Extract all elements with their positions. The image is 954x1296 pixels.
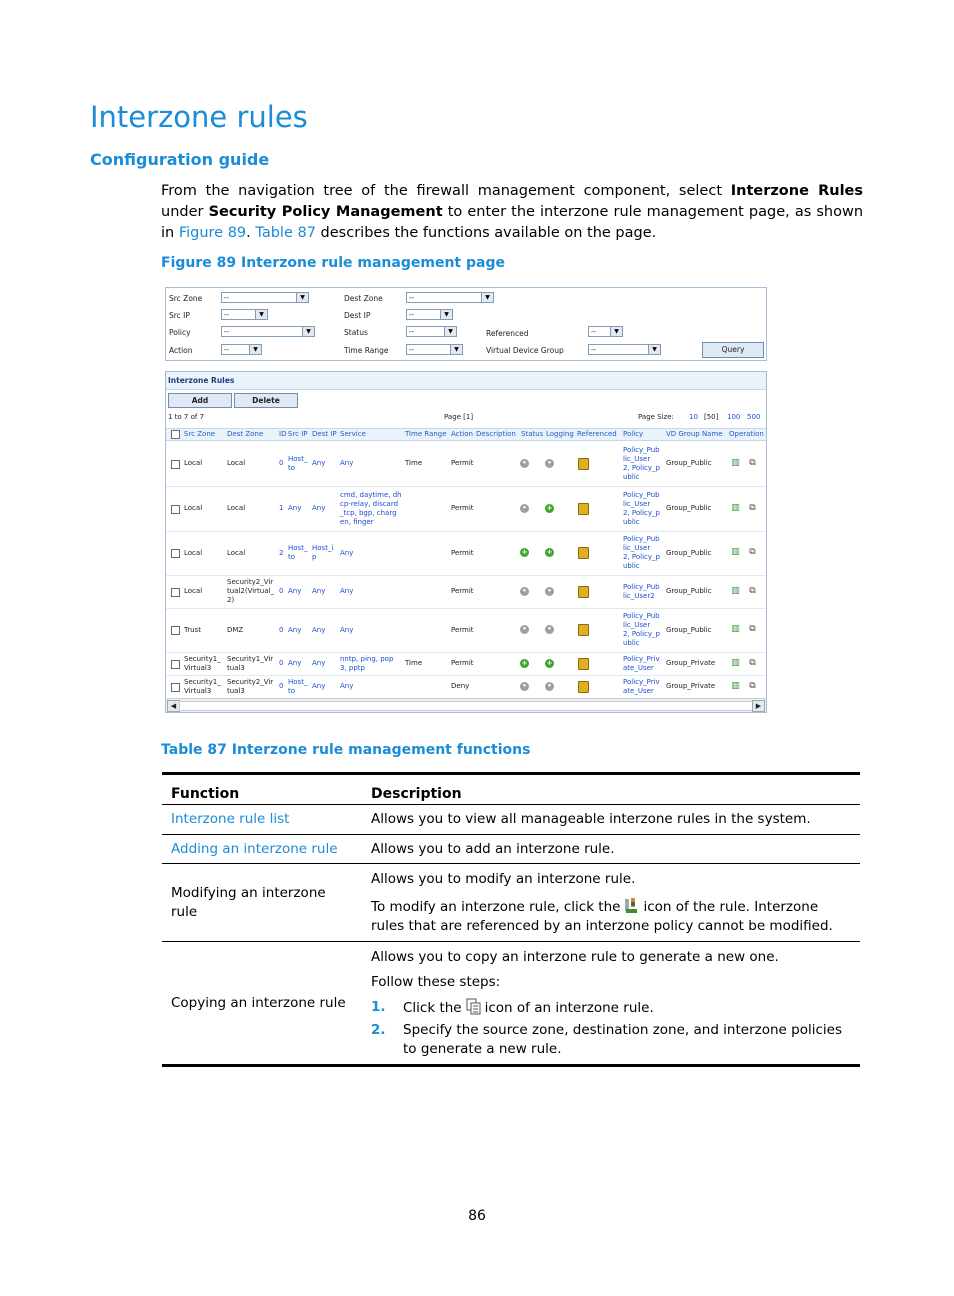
table-row [166, 575, 766, 609]
cell-action: Permit [451, 549, 474, 557]
status-select[interactable] [406, 326, 457, 337]
logging-green-icon[interactable]: + [546, 503, 553, 512]
table-87-link[interactable]: Table 87 [255, 225, 316, 241]
page-heading: Interzone rules [90, 100, 308, 134]
cell-policy[interactable]: Policy_Priv ate_User [623, 678, 660, 695]
chevron-down-icon: ▼ [444, 327, 456, 336]
cell-action: Permit [451, 587, 474, 595]
cell-dest-zone: Security2_Vir tual3 [227, 678, 274, 695]
page-size-50: [50] [704, 413, 719, 421]
copy-icon[interactable]: ⧉ [749, 457, 756, 468]
col-operation[interactable]: Operation [729, 430, 764, 438]
status-green-icon[interactable]: + [521, 658, 528, 667]
col-status[interactable]: Status [521, 430, 544, 438]
row-description [362, 864, 860, 942]
cell-id: 0 [279, 659, 284, 667]
cell-src-ip[interactable]: Any [288, 659, 302, 667]
intro-bold-security-policy: Security Policy Management [208, 204, 443, 220]
chevron-down-icon: ▼ [249, 345, 261, 354]
col-src-zone[interactable]: Src Zone [184, 430, 216, 438]
copy-icon[interactable]: ⧉ [749, 502, 756, 513]
chevron-down-icon: ▼ [296, 293, 308, 302]
copy-icon[interactable]: ⧉ [749, 657, 756, 668]
cell-dest-zone: Security1_Vir tual3 [227, 655, 274, 672]
step-text: Specify the source zone, destination zone, and interzone policies to generate a new rule. [403, 1021, 842, 1057]
cell-id: 0 [279, 626, 284, 634]
scroll-left-icon[interactable]: ◀ [167, 700, 180, 712]
dest-ip-label: Dest IP [344, 311, 371, 320]
rules-panel-title: Interzone Rules [166, 372, 766, 390]
referenced-lock-icon [578, 547, 589, 559]
table-caption: Table 87 Interzone rule management functions [161, 742, 531, 758]
table-row [166, 441, 766, 487]
col-description-header: Description [362, 774, 860, 805]
modify-icon[interactable]: ▥ [731, 502, 740, 513]
query-button[interactable]: Query [702, 342, 764, 358]
cell-src-ip[interactable]: Any [288, 504, 302, 512]
chevron-down-icon: ▼ [648, 345, 660, 354]
chevron-down-icon: ▼ [481, 293, 493, 302]
record-count: 1 to 7 of 7 [168, 413, 205, 421]
cell-policy[interactable]: Policy_Pub lic_User 2, Policy_p ublic [623, 612, 660, 647]
cell-src-ip[interactable]: Host_ to [288, 455, 308, 472]
referenced-lock-icon [578, 458, 589, 470]
cell-src-zone: Local [184, 504, 203, 512]
referenced-lock-icon [578, 681, 589, 693]
col-action[interactable]: Action [451, 430, 473, 438]
col-dest-ip[interactable]: Dest IP [312, 430, 337, 438]
cell-vd-group-name: Group_Public [666, 504, 712, 512]
row-function: Copying an interzone rule [162, 942, 362, 1066]
time-range-value: -- [409, 346, 415, 354]
row-checkbox[interactable] [171, 549, 180, 558]
copy-step-1 [371, 998, 851, 1018]
delete-button[interactable]: Delete [234, 393, 298, 408]
row-description [362, 942, 860, 1066]
cell-service[interactable]: nntp, ping, pop 3, pptp [340, 655, 394, 672]
cell-src-zone: Local [184, 587, 203, 595]
functions-table-header [162, 774, 860, 805]
cell-service[interactable]: cmd, daytime, dh cp-relay, discard _tcp, bgp, charg en, finger [340, 491, 402, 526]
section-heading: Configuration guide [90, 150, 270, 169]
query-panel [165, 287, 767, 361]
page-size-10[interactable]: 10 [689, 413, 698, 421]
copy-desc-line1: Allows you to copy an interzone rule to generate a new one. [371, 948, 779, 965]
cell-service[interactable]: Any [340, 549, 354, 557]
referenced-lock-icon [578, 658, 589, 670]
cell-vd-group-name: Group_Private [666, 682, 716, 690]
table-row [162, 805, 860, 835]
table-row [162, 835, 860, 864]
cell-id: 0 [279, 682, 284, 690]
cell-action: Permit [451, 459, 474, 467]
cell-dest-ip[interactable]: Any [312, 682, 326, 690]
step-number: 1. [371, 998, 386, 1015]
cell-dest-zone: Local [227, 459, 246, 467]
action-select[interactable] [221, 344, 262, 355]
copy-icon[interactable]: ⧉ [749, 585, 756, 596]
referenced-label: Referenced [486, 329, 529, 338]
cell-dest-zone: Local [227, 504, 246, 512]
row-checkbox[interactable] [171, 505, 180, 514]
chevron-down-icon: ▼ [302, 327, 314, 336]
time-range-select[interactable] [406, 344, 463, 355]
col-time-range[interactable]: Time Range [405, 430, 447, 438]
intro-bold-interzone-rules: Interzone Rules [730, 183, 864, 199]
cell-vd-group-name: Group_Public [666, 587, 712, 595]
cell-dest-ip[interactable]: Host_i p [312, 544, 334, 561]
col-vd-group-name[interactable]: VD Group Name [666, 430, 723, 438]
cell-src-zone: Local [184, 459, 203, 467]
step-text: Click the [403, 999, 462, 1016]
add-button[interactable]: Add [168, 393, 232, 408]
copy-steps-list [371, 998, 851, 1059]
col-id[interactable]: ID [279, 430, 287, 438]
cell-action: Permit [451, 504, 474, 512]
scroll-right-icon[interactable]: ▶ [752, 700, 765, 712]
cell-service[interactable]: Any [340, 459, 354, 467]
table-row [166, 531, 766, 576]
dest-zone-label: Dest Zone [344, 294, 383, 303]
cell-policy[interactable]: Policy_Pub lic_User2 [623, 583, 660, 600]
status-value: -- [409, 328, 415, 336]
cell-dest-ip[interactable]: Any [312, 459, 326, 467]
scroll-thumb[interactable] [179, 701, 755, 711]
logging-grey-icon[interactable]: • [545, 682, 554, 691]
figure-caption: Figure 89 Interzone rule management page [161, 255, 505, 271]
modify-desc-line2 [371, 897, 851, 936]
page-size-100[interactable]: 100 [727, 413, 741, 421]
cell-vd-group-name: Group_Public [666, 626, 712, 634]
row-function: Modifying an interzone rule [162, 864, 362, 942]
copy-icon[interactable]: ⧉ [749, 547, 756, 557]
chevron-down-icon: ▼ [255, 310, 267, 319]
rules-panel [165, 371, 767, 713]
cell-policy[interactable]: Policy_Pub lic_User 2, Policy_p ublic [623, 535, 660, 570]
cell-dest-ip[interactable]: Any [312, 587, 326, 595]
copy-icon[interactable]: ⧉ [749, 624, 756, 634]
figure-89-link[interactable]: Figure 89 [178, 225, 247, 241]
policy-label: Policy [169, 328, 191, 337]
referenced-lock-icon [578, 586, 589, 598]
cell-policy[interactable]: Policy_Pub lic_User 2, Policy_p ublic [623, 446, 660, 481]
referenced-value: -- [591, 328, 597, 336]
row-checkbox[interactable] [171, 460, 180, 469]
col-function-header: Function [162, 774, 362, 805]
col-description[interactable]: Description [476, 430, 516, 438]
modify-icon[interactable]: ▥ [731, 680, 740, 691]
cell-src-zone: Local [184, 549, 203, 557]
copy-step-2 [371, 1021, 851, 1059]
copy-icon[interactable]: ⧉ [749, 680, 756, 691]
logging-grey-icon[interactable]: • [545, 587, 554, 596]
referenced-lock-icon [578, 624, 589, 636]
modify-icon[interactable]: ▥ [731, 547, 740, 557]
src-ip-select[interactable] [221, 309, 268, 320]
chevron-down-icon: ▼ [440, 310, 452, 319]
logging-grey-icon[interactable]: • [545, 459, 554, 468]
modify-icon[interactable]: ▥ [731, 624, 740, 634]
page-number: 86 [468, 1208, 486, 1224]
src-zone-value: -- [224, 294, 230, 302]
select-all-checkbox[interactable] [171, 430, 180, 439]
dest-zone-select[interactable] [406, 292, 494, 303]
step-text: icon of an interzone rule. [484, 999, 654, 1016]
cell-service[interactable]: Any [340, 587, 354, 595]
chevron-down-icon: ▼ [610, 327, 622, 336]
step-number: 2. [371, 1021, 386, 1038]
table-row [162, 942, 860, 1066]
page-size-500[interactable]: 500 [747, 413, 761, 421]
src-ip-value: -- [224, 311, 230, 319]
col-referenced[interactable]: Referenced [577, 430, 617, 438]
status-grey-icon[interactable]: • [520, 504, 529, 513]
table-header-row [166, 428, 766, 441]
logging-grey-icon[interactable]: • [545, 625, 554, 634]
table-row [166, 652, 766, 676]
status-label: Status [344, 328, 368, 337]
policy-select[interactable] [221, 326, 315, 337]
status-grey-icon[interactable]: • [520, 682, 529, 691]
dest-zone-value: -- [409, 294, 415, 302]
cell-policy[interactable]: Policy_Pub lic_User 2, Policy_p ublic [623, 491, 660, 526]
status-grey-icon[interactable]: • [520, 587, 529, 596]
copy-icon [466, 998, 481, 1015]
row-checkbox[interactable] [171, 660, 180, 669]
modify-desc-text: To modify an interzone rule, click the [371, 898, 621, 915]
vdg-value: -- [591, 346, 597, 354]
referenced-lock-icon [578, 503, 589, 515]
cell-time-range: Time [405, 459, 423, 467]
intro-text: . [246, 225, 256, 241]
interzone-rule-list-link[interactable]: Interzone rule list [162, 805, 362, 835]
page-indicator: Page [1] [444, 413, 474, 421]
table-row [166, 675, 766, 699]
cell-src-zone: Security1_ Virtual3 [184, 678, 221, 695]
col-policy[interactable]: Policy [623, 430, 644, 438]
vdg-label: Virtual Device Group [486, 346, 564, 355]
cell-action: Permit [451, 659, 474, 667]
src-zone-select[interactable] [221, 292, 309, 303]
action-value: -- [224, 346, 230, 354]
cell-id: 0 [279, 587, 284, 595]
cell-src-ip[interactable]: Host_ to [288, 544, 308, 561]
row-description: Allows you to add an interzone rule. [362, 835, 860, 864]
logging-green-icon[interactable]: + [546, 658, 553, 667]
referenced-select[interactable] [588, 326, 623, 337]
row-checkbox[interactable] [171, 626, 180, 635]
chevron-down-icon: ▼ [450, 345, 462, 354]
cell-src-ip[interactable]: Any [288, 626, 302, 634]
cell-dest-ip[interactable]: Any [312, 504, 326, 512]
action-label: Action [169, 346, 193, 355]
modify-icon[interactable]: ▥ [731, 657, 740, 668]
cell-service[interactable]: Any [340, 682, 354, 690]
src-ip-label: Src IP [169, 311, 190, 320]
cell-id: 0 [279, 459, 284, 467]
policy-value: -- [224, 328, 230, 336]
vdg-select[interactable] [588, 344, 661, 355]
cell-id: 2 [279, 549, 284, 557]
cell-dest-zone: Security2_Vir tual2(Virtual_ 2) [227, 578, 274, 604]
table-row [166, 486, 766, 532]
status-grey-icon[interactable]: • [520, 625, 529, 634]
cell-src-ip[interactable]: Any [288, 587, 302, 595]
logging-green-icon[interactable]: + [546, 548, 553, 556]
cell-action: Deny [451, 682, 470, 690]
intro-text: From the navigation tree of the firewall management component, select [161, 183, 731, 199]
page-size-label: Page Size: [638, 413, 674, 421]
cell-vd-group-name: Group_Public [666, 549, 712, 557]
row-description: Allows you to view all manageable interzone rules in the system. [362, 805, 860, 835]
intro-text: describes the functions available on the page. [315, 225, 657, 241]
copy-desc-line2: Follow these steps: [371, 973, 501, 990]
modify-desc-text: icon of the rule. Interzone rules that are referenced by an interzone policy cannot be modified. [371, 898, 833, 934]
cell-dest-zone: Local [227, 549, 246, 557]
intro-text: to enter the interzone rule management page, as shown in [161, 204, 864, 241]
modify-icon[interactable]: ▥ [731, 457, 740, 468]
col-logging[interactable]: Logging [546, 430, 574, 438]
dest-ip-value: -- [409, 311, 415, 319]
row-checkbox[interactable] [171, 588, 180, 597]
cell-service[interactable]: Any [340, 626, 354, 634]
cell-time-range: Time [405, 659, 423, 667]
intro-text: under [161, 204, 209, 220]
cell-dest-ip[interactable]: Any [312, 626, 326, 634]
modify-icon[interactable]: ▥ [731, 585, 740, 596]
col-service[interactable]: Service [340, 430, 366, 438]
cell-src-zone: Security1_ Virtual3 [184, 655, 221, 672]
status-green-icon[interactable]: + [521, 548, 528, 556]
modify-icon [624, 897, 639, 914]
table-row [166, 608, 766, 653]
col-dest-zone[interactable]: Dest Zone [227, 430, 264, 438]
row-checkbox[interactable] [171, 683, 180, 692]
status-grey-icon[interactable]: • [520, 459, 529, 468]
src-zone-label: Src Zone [169, 294, 203, 303]
functions-table [162, 772, 860, 1067]
col-src-ip[interactable]: Src IP [288, 430, 308, 438]
horizontal-scrollbar[interactable] [166, 698, 766, 712]
cell-src-ip[interactable]: Host_ to [288, 678, 308, 695]
cell-vd-group-name: Group_Private [666, 659, 716, 667]
dest-ip-select[interactable] [406, 309, 453, 320]
table-row [162, 864, 860, 942]
cell-policy[interactable]: Policy_Priv ate_User [623, 655, 660, 672]
cell-dest-zone: DMZ [227, 626, 244, 634]
cell-src-zone: Trust [184, 626, 201, 634]
cell-vd-group-name: Group_Public [666, 459, 712, 467]
cell-action: Permit [451, 626, 474, 634]
cell-dest-ip[interactable]: Any [312, 659, 326, 667]
intro-paragraph [161, 181, 863, 244]
cell-id: 1 [279, 504, 284, 512]
adding-rule-link[interactable]: Adding an interzone rule [162, 835, 362, 864]
modify-desc-line1: Allows you to modify an interzone rule. [371, 870, 636, 887]
time-range-label: Time Range [344, 346, 389, 355]
